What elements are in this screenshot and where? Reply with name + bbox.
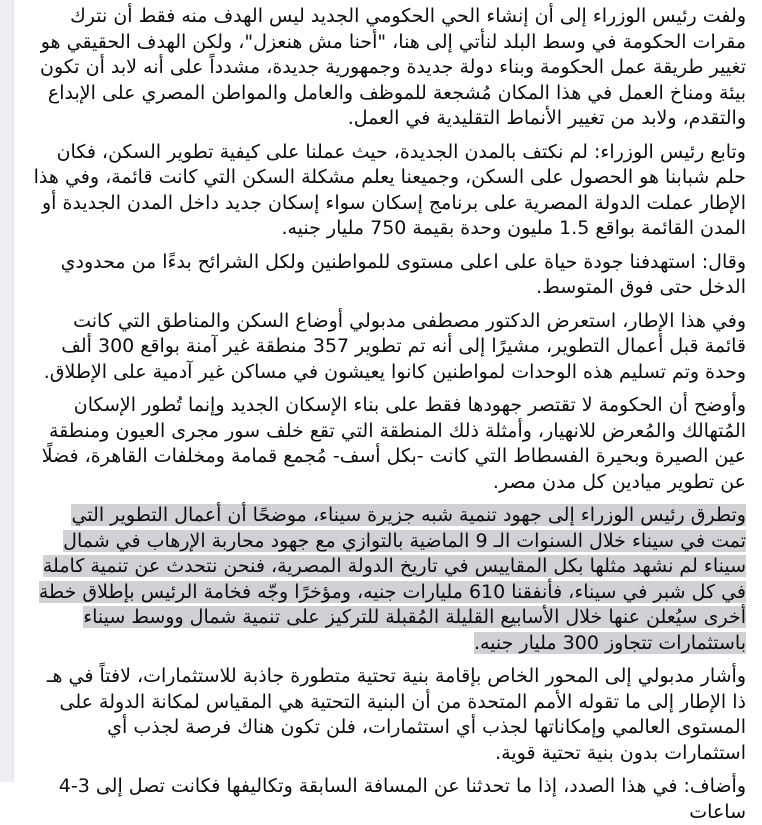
paragraph-text: وأوضح أن الحكومة لا تقتصر جهودها فقط على بناء الإسكان الجديد وإنما تُطور الإسكان المُتهالك والمُعرض للانهيار، وأمثلة ذلك المنطقة التي تقع خلف سور مجرى العيون ومنطقة عين الصيرة وبحيرة الفسطاط التي كانت -بكل أسف- مُجمع قمامة ومخلفات القاهرة، فضلًا عن تطوير ميادين كل مدن مصر. (41, 394, 746, 493)
paragraph-text: وقال: استهدفنا جودة حياة على اعلى مستوى للمواطنين ولكل الشرائح بدءًا من محدودي الدخل حتى فوق المتوسط. (60, 250, 746, 298)
paragraph-infrastructure (32, 664, 746, 766)
paragraph-unsafe-areas (32, 309, 746, 386)
paragraph-deteriorated-housing (32, 393, 746, 495)
article-text-body (14, 0, 762, 823)
paragraph-text: وأشار مدبولي إلى المحور الخاص بإقامة بنية تحتية متطورة جاذبة للاستثمارات، لافتاً في هـ ذا الإطار إلى ما تقوله الأمم المتحدة من أن البنية التحتية هي المقياس لمكانة الدولة على المستوى العالمي وإمكاناتها لجذب أي استثمارات، فلن تكون هناك فرصة لجذب أي استثمارات بدون بنية تحتية قوية. (46, 665, 746, 764)
paragraph-text: وتابع رئيس الوزراء: لم نكتف بالمدن الجديدة، حيث عملنا على كيفية تطوير السكن، فكان حلم شبابنا هو الحصول على السكن، وجميعنا يعلم مشكلة السكن التي كانت قائمة، وفي هذا الإطار عملت الدولة المصرية على برنامج إسكان سواء إسكان جديد داخل المدن الجديدة أو المدن القائمة بواقع 1.5 مليون وحدة بقيمة 750 مليار جنيه. (33, 140, 746, 239)
paragraph-text: ولفت رئيس الوزراء إلى أن إنشاء الحي الحكومي الجديد ليس الهدف منه فقط أن نترك مقرات الحكومة في وسط البلد لنأتي إلى هنا، "أحنا مش هنعزل"، ولكن الهدف الحقيقي هو تغيير طريقة عمل الحكومة وبناء دولة جديدة وجمهورية جديدة، مشدداً على أنه لابد أن تكون بيئة ومناخ العمل في هذا المكان مُشجعة للموظف والعامل والمواطن المصري على الإبداع والتقدم، ولابد من تغيير الأنماط التقليدية في العمل. (40, 5, 746, 129)
paragraph-text: وفي هذا الإطار، استعرض الدكتور مصطفى مدبولي أوضاع السكن والمناطق التي كانت قائمة قبل أعمال التطوير، مشيرًا إلى أنه تم تطوير 357 منطقة غير آمنة بواقع 300 ألف وحدة وتم تسليم هذه الوحدات لمواطنين كانوا يعيشون في مساكن غير آدمية على الإطلاق. (43, 309, 746, 383)
paragraph-housing-program (32, 140, 746, 242)
selected-text: وتطرق رئيس الوزراء إلى جهود تنمية شبه جزيرة سيناء، موضحًا أن أعمال التطوير التي تمت في سيناء خلال السنوات الـ 9 الماضية بالتوازي مع جهود محاربة الإرهاب في شمال سيناء لم نشهد مثلها بكل المقاييس في تاريخ الدولة المصرية، فنحن نتحدث عن تنمية كاملة في كل شبر في سيناء، فأنفقنا 610 مليارات جنيه، ومؤخرًا وجّه فخامة الرئيس بإطلاق خطة أخرى سيُعلن عنها خلال الأسابيع القليلة المُقبلة للتركيز على تنمية شمال ووسط سيناء باستثمارات تتجاوز 300 مليار جنيه. (38, 504, 746, 654)
paragraph-quality-of-life (32, 250, 746, 301)
paragraph-text: وأضاف: في هذا الصدد، إذا ما تحدثنا عن المسافة السابقة وتكاليفها فكانت تصل إلى 3-4 ساعات (58, 775, 746, 823)
paragraph-sinai-development-selected (32, 503, 746, 656)
page-background-gutter (0, 0, 14, 782)
paragraph-government-district (32, 4, 746, 132)
paragraph-clipped-bottom (32, 774, 746, 825)
